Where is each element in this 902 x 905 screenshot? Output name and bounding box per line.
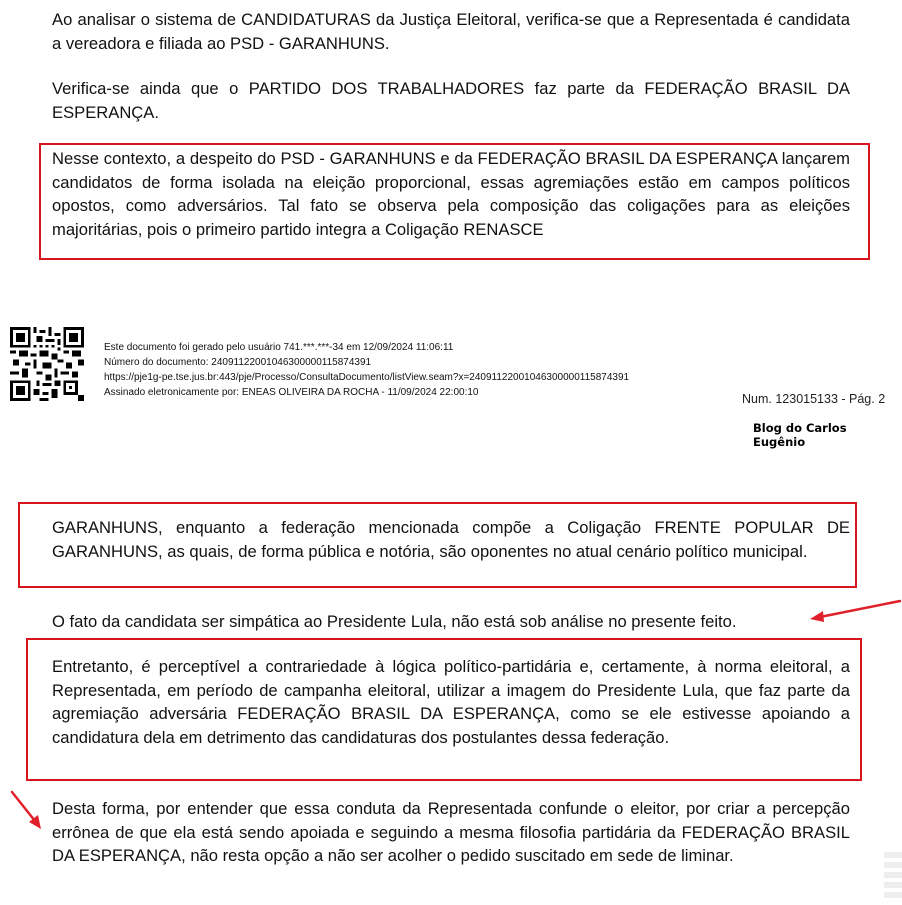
page-number: Num. 123015133 - Pág. 2 <box>742 392 886 406</box>
footer-generated-by: Este documento foi gerado pelo usuário 741.***.***-34 em 12/09/2024 11:06:11 <box>104 342 454 353</box>
arrow-icon <box>806 598 902 624</box>
footer-document-number: Número do documento: 24091122001046300000115874391 <box>104 357 372 368</box>
document-footer <box>104 340 629 400</box>
footer-signature: Assinado eletronicamente por: ENEAS OLIVEIRA DA ROCHA - 11/09/2024 22:00:10 <box>104 387 479 398</box>
paragraph-candidaturas: Ao analisar o sistema de CANDIDATURAS da Justiça Eleitoral, verifica-se que a Representada é candidata a vereadora e filiada ao PSD - GARANHUNS. <box>52 10 850 53</box>
paragraph-lula-simpatia: O fato da candidata ser simpática ao Presidente Lula, não está sob análise no presente feito. <box>52 612 737 631</box>
paragraph-partido-trabalhadores: Verifica-se ainda que o PARTIDO DOS TRABALHADORES faz parte da FEDERAÇÃO BRASIL DA ESPERANÇA. <box>52 79 850 122</box>
footer-url[interactable]: https://pje1g-pe.tse.jus.br:443/pje/Processo/ConsultaDocumento/listView.seam?x=24091122001046300000115874391 <box>104 372 630 383</box>
paragraph-desta-forma: Desta forma, por entender que essa conduta da Representada confunde o eleitor, por criar a percepção errônea de que ela está sendo apoiada e seguindo a mesma filosofia partidária da FEDERAÇÃO BRASIL DA ESPERANÇA, não resta opção a não ser acolher o pedido suscitado em sede de liminar. <box>52 799 850 865</box>
arrow-icon <box>8 788 44 832</box>
paragraph-entretanto: Entretanto, é perceptível a contrariedade à lógica político-partidária e, certamente, à norma eleitoral, a Representada, em período de campanha eleitoral, utilizar a imagem do Presidente Lula, que faz parte da agremiação adversária FEDERAÇÃO BRASIL DA ESPERANÇA, como se ele estivesse apoiando a candidatura dela em detrimento das candidaturas dos postulantes dessa federação. <box>52 657 850 747</box>
blog-watermark: Blog do Carlos Eugênio <box>753 421 847 449</box>
paragraph-contexto: Nesse contexto, a despeito do PSD - GARANHUNS e da FEDERAÇÃO BRASIL DA ESPERANÇA lançarem candidatos de forma isolada na eleição proporcional, essas agremiações estão em campos políticos opostos, como adversários. Tal fato se observa pela composição das coligações para as eleições majoritárias, pois o primeiro partido integra a Coligação RENASCE <box>52 149 850 239</box>
scroll-edge <box>884 852 902 900</box>
qr-code-icon <box>10 327 84 401</box>
paragraph-garanhuns: GARANHUNS, enquanto a federação mencionada compõe a Coligação FRENTE POPULAR DE GARANHUNS, as quais, de forma pública e notória, são oponentes no atual cenário político municipal. <box>52 518 850 561</box>
